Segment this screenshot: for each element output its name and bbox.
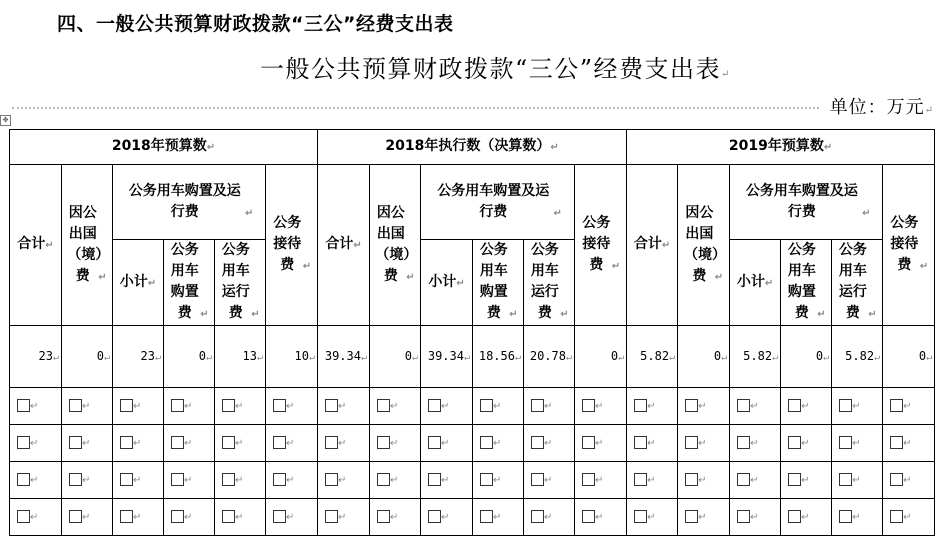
cell-box-icon <box>17 510 30 523</box>
g0-abroad-header: 因公出国（境）费 ↵ <box>62 165 113 326</box>
g2-value-cell: 0↵ <box>781 326 832 388</box>
g1-vehicle-header: 公务用车购置及运行费 ↵ <box>421 165 575 240</box>
empty-cell[interactable]: ↵ <box>473 425 524 462</box>
empty-cell[interactable]: ↵ <box>421 388 473 425</box>
empty-cell[interactable]: ↵ <box>473 499 524 536</box>
empty-cell[interactable]: ↵ <box>164 499 215 536</box>
empty-cell[interactable]: ↵ <box>627 388 678 425</box>
cell-box-icon <box>480 399 493 412</box>
empty-cell[interactable]: ↵ <box>10 425 62 462</box>
empty-cell[interactable]: ↵ <box>883 388 935 425</box>
empty-cell[interactable]: ↵ <box>473 462 524 499</box>
g2-subtotal-header: 小计↵ <box>730 240 781 326</box>
empty-cell[interactable]: ↵ <box>730 462 781 499</box>
empty-cell[interactable]: ↵ <box>370 425 421 462</box>
g2-operation-header-text: 公务用车运行费 <box>838 242 867 321</box>
g2-reception-header-text: 公务接待费 <box>890 215 919 273</box>
cell-box-icon <box>273 510 286 523</box>
empty-cell[interactable]: ↵ <box>62 388 113 425</box>
empty-cell[interactable]: ↵ <box>832 388 883 425</box>
section-heading: 四、一般公共预算财政拨款“三公”经费支出表 <box>57 13 454 35</box>
g2-value-cell-text: 0 <box>918 348 927 363</box>
g1-value-cell: 0↵ <box>575 326 627 388</box>
g1-value-cell-text: 39.34 <box>427 348 464 363</box>
cell-box-icon <box>325 473 338 486</box>
g1-operation-header-text: 公务用车运行费 <box>530 242 559 321</box>
empty-cell[interactable]: ↵ <box>575 499 627 536</box>
empty-cell[interactable]: ↵ <box>10 499 62 536</box>
g1-subtotal-header-text: 小计 <box>428 273 457 290</box>
g0-value-cell-text: 13 <box>242 348 257 363</box>
cell-box-icon <box>685 510 698 523</box>
g2-total-header: 合计↵ <box>627 165 678 326</box>
g0-value-cell-text: 0 <box>96 348 104 363</box>
g1-abroad-header-text: 因公出国（境）费 <box>375 204 418 284</box>
empty-cell[interactable]: ↵ <box>832 425 883 462</box>
g2-value-cell: 5.82↵ <box>832 326 883 388</box>
cell-box-icon <box>634 473 647 486</box>
empty-cell[interactable]: ↵ <box>10 462 62 499</box>
cell-box-icon <box>531 473 544 486</box>
empty-cell[interactable]: ↵ <box>370 499 421 536</box>
empty-cell[interactable]: ↵ <box>832 499 883 536</box>
cell-box-icon <box>788 473 801 486</box>
cell-box-icon <box>222 399 235 412</box>
g1-purchase-header-text: 公务用车购置费 <box>479 242 508 321</box>
cell-box-icon <box>839 473 852 486</box>
cell-box-icon <box>685 473 698 486</box>
empty-cell[interactable]: ↵ <box>781 462 832 499</box>
empty-cell[interactable]: ↵ <box>215 499 266 536</box>
cell-box-icon <box>325 399 338 412</box>
cell-box-icon <box>788 399 801 412</box>
cell-box-icon <box>634 510 647 523</box>
g0-abroad-header-text: 因公出国（境）费 <box>67 204 110 284</box>
g0-operation-header: 公务用车运行费 ↵ <box>215 240 266 326</box>
g1-purchase-header: 公务用车购置费 ↵ <box>473 240 524 326</box>
cell-box-icon <box>377 436 390 449</box>
g1-reception-header-text: 公务接待费 <box>582 215 611 273</box>
expense-table <box>9 129 935 536</box>
move-anchor-icon[interactable]: ✥ <box>0 115 11 126</box>
empty-cell[interactable]: ↵ <box>883 425 935 462</box>
cell-box-icon <box>171 510 184 523</box>
empty-cell[interactable]: ↵ <box>678 462 730 499</box>
empty-cell[interactable]: ↵ <box>318 499 370 536</box>
empty-cell[interactable]: ↵ <box>370 388 421 425</box>
cell-box-icon <box>582 399 595 412</box>
g2-vehicle-header: 公务用车购置及运行费 ↵ <box>730 165 883 240</box>
cell-box-icon <box>273 399 286 412</box>
empty-cell[interactable]: ↵ <box>113 388 164 425</box>
cell-box-icon <box>428 510 441 523</box>
cell-box-icon <box>480 436 493 449</box>
empty-cell[interactable]: ↵ <box>62 425 113 462</box>
cell-box-icon <box>480 473 493 486</box>
cell-box-icon <box>273 473 286 486</box>
g0-value-cell: 23↵ <box>10 326 62 388</box>
cell-box-icon <box>531 436 544 449</box>
cell-box-icon <box>737 436 750 449</box>
cell-box-icon <box>69 473 82 486</box>
cell-box-icon <box>428 473 441 486</box>
g1-total-header: 合计↵ <box>318 165 370 326</box>
cell-box-icon <box>531 510 544 523</box>
cell-box-icon <box>120 510 133 523</box>
cell-box-icon <box>737 473 750 486</box>
g0-value-cell-text: 0 <box>198 348 206 363</box>
cell-box-icon <box>839 399 852 412</box>
g0-reception-header-text: 公务接待费 <box>273 215 302 273</box>
g1-value-cell-text: 0 <box>404 348 412 363</box>
empty-cell[interactable]: ↵ <box>266 462 318 499</box>
g2-operation-header: 公务用车运行费 ↵ <box>832 240 883 326</box>
empty-table-row <box>10 388 935 425</box>
group-header-2019-budget: 2019年预算数↵ <box>627 130 935 165</box>
empty-cell[interactable]: ↵ <box>575 462 627 499</box>
cell-box-icon <box>17 399 30 412</box>
g0-operation-header-text: 公务用车运行费 <box>221 242 250 321</box>
cell-box-icon <box>222 510 235 523</box>
dotted-leader <box>12 107 819 109</box>
empty-cell[interactable]: ↵ <box>524 388 575 425</box>
empty-cell[interactable]: ↵ <box>678 388 730 425</box>
empty-cell[interactable]: ↵ <box>164 462 215 499</box>
g0-value-cell-text: 23 <box>38 348 53 363</box>
cell-box-icon <box>582 436 595 449</box>
cell-box-icon <box>582 473 595 486</box>
g2-value-cell-text: 5.82 <box>640 348 670 363</box>
empty-cell[interactable]: ↵ <box>883 462 935 499</box>
empty-cell[interactable]: ↵ <box>627 462 678 499</box>
cell-box-icon <box>839 510 852 523</box>
cell-box-icon <box>325 436 338 449</box>
g2-vehicle-header-text: 公务用车购置及运行费 <box>745 182 858 220</box>
g2-value-cell-text: 0 <box>713 348 722 363</box>
empty-cell[interactable]: ↵ <box>10 388 62 425</box>
cell-box-icon <box>428 399 441 412</box>
empty-cell[interactable]: ↵ <box>781 425 832 462</box>
cell-box-icon <box>685 436 698 449</box>
g2-purchase-header: 公务用车购置费 ↵ <box>781 240 832 326</box>
cell-box-icon <box>69 510 82 523</box>
empty-cell[interactable]: ↵ <box>627 425 678 462</box>
cell-box-icon <box>120 473 133 486</box>
empty-cell[interactable]: ↵ <box>113 462 164 499</box>
empty-cell[interactable]: ↵ <box>266 499 318 536</box>
empty-cell[interactable]: ↵ <box>678 425 730 462</box>
empty-cell[interactable]: ↵ <box>113 499 164 536</box>
empty-cell[interactable]: ↵ <box>266 425 318 462</box>
g1-abroad-header: 因公出国（境）费 ↵ <box>370 165 421 326</box>
g2-value-cell: 0↵ <box>883 326 935 388</box>
cell-box-icon <box>634 399 647 412</box>
cell-box-icon <box>890 436 903 449</box>
g1-total-header-text: 合计 <box>325 236 354 252</box>
empty-cell[interactable]: ↵ <box>524 462 575 499</box>
empty-cell[interactable]: ↵ <box>781 499 832 536</box>
cell-box-icon <box>890 510 903 523</box>
empty-cell[interactable]: ↵ <box>524 499 575 536</box>
g0-value-cell: 0↵ <box>164 326 215 388</box>
g1-value-cell-text: 20.78 <box>529 348 566 363</box>
g0-vehicle-header: 公务用车购置及运行费 ↵ <box>113 165 266 240</box>
g2-reception-header: 公务接待费 ↵ <box>883 165 935 326</box>
empty-cell[interactable]: ↵ <box>883 499 935 536</box>
empty-cell[interactable]: ↵ <box>62 499 113 536</box>
g2-value-cell-text: 5.82 <box>845 348 875 363</box>
group-header-2018-actual: 2018年执行数（决算数）↵ <box>318 130 627 165</box>
empty-cell[interactable]: ↵ <box>318 462 370 499</box>
g0-total-header: 合计↵ <box>10 165 62 326</box>
g2-total-header-text: 合计 <box>633 236 662 252</box>
cell-box-icon <box>737 510 750 523</box>
empty-cell[interactable]: ↵ <box>164 425 215 462</box>
cell-box-icon <box>69 436 82 449</box>
empty-cell[interactable]: ↵ <box>164 388 215 425</box>
page-title: 一般公共预算财政拨款“三公”经费支出表↵ <box>260 55 731 83</box>
empty-cell[interactable]: ↵ <box>575 388 627 425</box>
g0-value-cell: 23↵ <box>113 326 164 388</box>
g1-value-cell-text: 39.34 <box>324 348 361 363</box>
empty-cell[interactable]: ↵ <box>730 425 781 462</box>
g1-subtotal-header: 小计↵ <box>421 240 473 326</box>
g0-value-cell: 0↵ <box>62 326 113 388</box>
g2-value-cell: 5.82↵ <box>730 326 781 388</box>
g1-value-cell-text: 0 <box>610 348 619 363</box>
cell-box-icon <box>325 510 338 523</box>
cell-box-icon <box>120 399 133 412</box>
cell-box-icon <box>788 510 801 523</box>
g2-abroad-header: 因公出国（境）费 ↵ <box>678 165 730 326</box>
g1-vehicle-header-text: 公务用车购置及运行费 <box>437 182 550 220</box>
empty-cell[interactable]: ↵ <box>421 499 473 536</box>
empty-cell[interactable]: ↵ <box>832 462 883 499</box>
g1-value-cell-text: 18.56 <box>478 348 515 363</box>
g1-value-cell: 0↵ <box>370 326 421 388</box>
g1-value-cell: 39.34↵ <box>421 326 473 388</box>
unit-label: 单位：万元↵ <box>829 97 934 118</box>
empty-cell[interactable]: ↵ <box>730 388 781 425</box>
empty-cell[interactable]: ↵ <box>627 499 678 536</box>
empty-cell[interactable]: ↵ <box>266 388 318 425</box>
g2-subtotal-header-text: 小计 <box>736 273 765 290</box>
g2-value-cell-text: 0 <box>815 348 824 363</box>
cell-box-icon <box>377 399 390 412</box>
cell-box-icon <box>737 399 750 412</box>
g0-value-cell: 13↵ <box>215 326 266 388</box>
g1-value-cell: 18.56↵ <box>473 326 524 388</box>
empty-cell[interactable]: ↵ <box>421 425 473 462</box>
g0-subtotal-header-text: 小计 <box>119 273 148 290</box>
empty-table-row <box>10 499 935 536</box>
g2-value-cell: 5.82↵ <box>627 326 678 388</box>
cell-box-icon <box>273 436 286 449</box>
empty-cell[interactable]: ↵ <box>370 462 421 499</box>
cell-box-icon <box>634 436 647 449</box>
cell-box-icon <box>839 436 852 449</box>
cell-box-icon <box>685 399 698 412</box>
empty-cell[interactable]: ↵ <box>730 499 781 536</box>
cell-box-icon <box>171 399 184 412</box>
g0-reception-header: 公务接待费 ↵ <box>266 165 318 326</box>
cell-box-icon <box>171 473 184 486</box>
cell-box-icon <box>890 473 903 486</box>
empty-cell[interactable]: ↵ <box>215 462 266 499</box>
empty-cell[interactable]: ↵ <box>678 499 730 536</box>
empty-cell[interactable]: ↵ <box>318 388 370 425</box>
cell-box-icon <box>171 436 184 449</box>
cell-box-icon <box>890 399 903 412</box>
g0-value-cell: 10↵ <box>266 326 318 388</box>
empty-cell[interactable]: ↵ <box>215 388 266 425</box>
empty-cell[interactable]: ↵ <box>421 462 473 499</box>
cell-box-icon <box>788 436 801 449</box>
g0-value-cell-text: 10 <box>294 348 309 363</box>
g2-abroad-header-text: 因公出国（境）费 <box>684 204 726 284</box>
empty-cell[interactable]: ↵ <box>524 425 575 462</box>
cell-box-icon <box>17 436 30 449</box>
empty-cell[interactable]: ↵ <box>113 425 164 462</box>
empty-cell[interactable]: ↵ <box>781 388 832 425</box>
cell-box-icon <box>480 510 493 523</box>
cell-box-icon <box>17 473 30 486</box>
g0-purchase-header-text: 公务用车购置费 <box>170 242 199 321</box>
empty-cell[interactable]: ↵ <box>473 388 524 425</box>
g0-subtotal-header: 小计↵ <box>113 240 164 326</box>
cell-box-icon <box>377 473 390 486</box>
group-header-2018-budget: 2018年预算数↵ <box>10 130 318 165</box>
g1-value-cell: 20.78↵ <box>524 326 575 388</box>
cell-box-icon <box>582 510 595 523</box>
empty-table-row <box>10 425 935 462</box>
empty-table-row <box>10 462 935 499</box>
empty-cell[interactable]: ↵ <box>318 425 370 462</box>
g0-value-cell-text: 23 <box>140 348 155 363</box>
g1-reception-header: 公务接待费 ↵ <box>575 165 627 326</box>
cell-box-icon <box>222 436 235 449</box>
g0-vehicle-header-text: 公务用车购置及运行费 <box>128 182 241 220</box>
empty-cell[interactable]: ↵ <box>215 425 266 462</box>
g0-total-header-text: 合计 <box>17 236 46 252</box>
cell-box-icon <box>377 510 390 523</box>
cell-box-icon <box>69 399 82 412</box>
g2-value-cell-text: 5.82 <box>743 348 773 363</box>
g1-value-cell: 39.34↵ <box>318 326 370 388</box>
g1-operation-header: 公务用车运行费 ↵ <box>524 240 575 326</box>
cell-box-icon <box>428 436 441 449</box>
g2-purchase-header-text: 公务用车购置费 <box>787 242 816 321</box>
g2-value-cell: 0↵ <box>678 326 730 388</box>
cell-box-icon <box>531 399 544 412</box>
cell-box-icon <box>120 436 133 449</box>
empty-cell[interactable]: ↵ <box>62 462 113 499</box>
cell-box-icon <box>222 473 235 486</box>
g0-purchase-header: 公务用车购置费 ↵ <box>164 240 215 326</box>
empty-cell[interactable]: ↵ <box>575 425 627 462</box>
